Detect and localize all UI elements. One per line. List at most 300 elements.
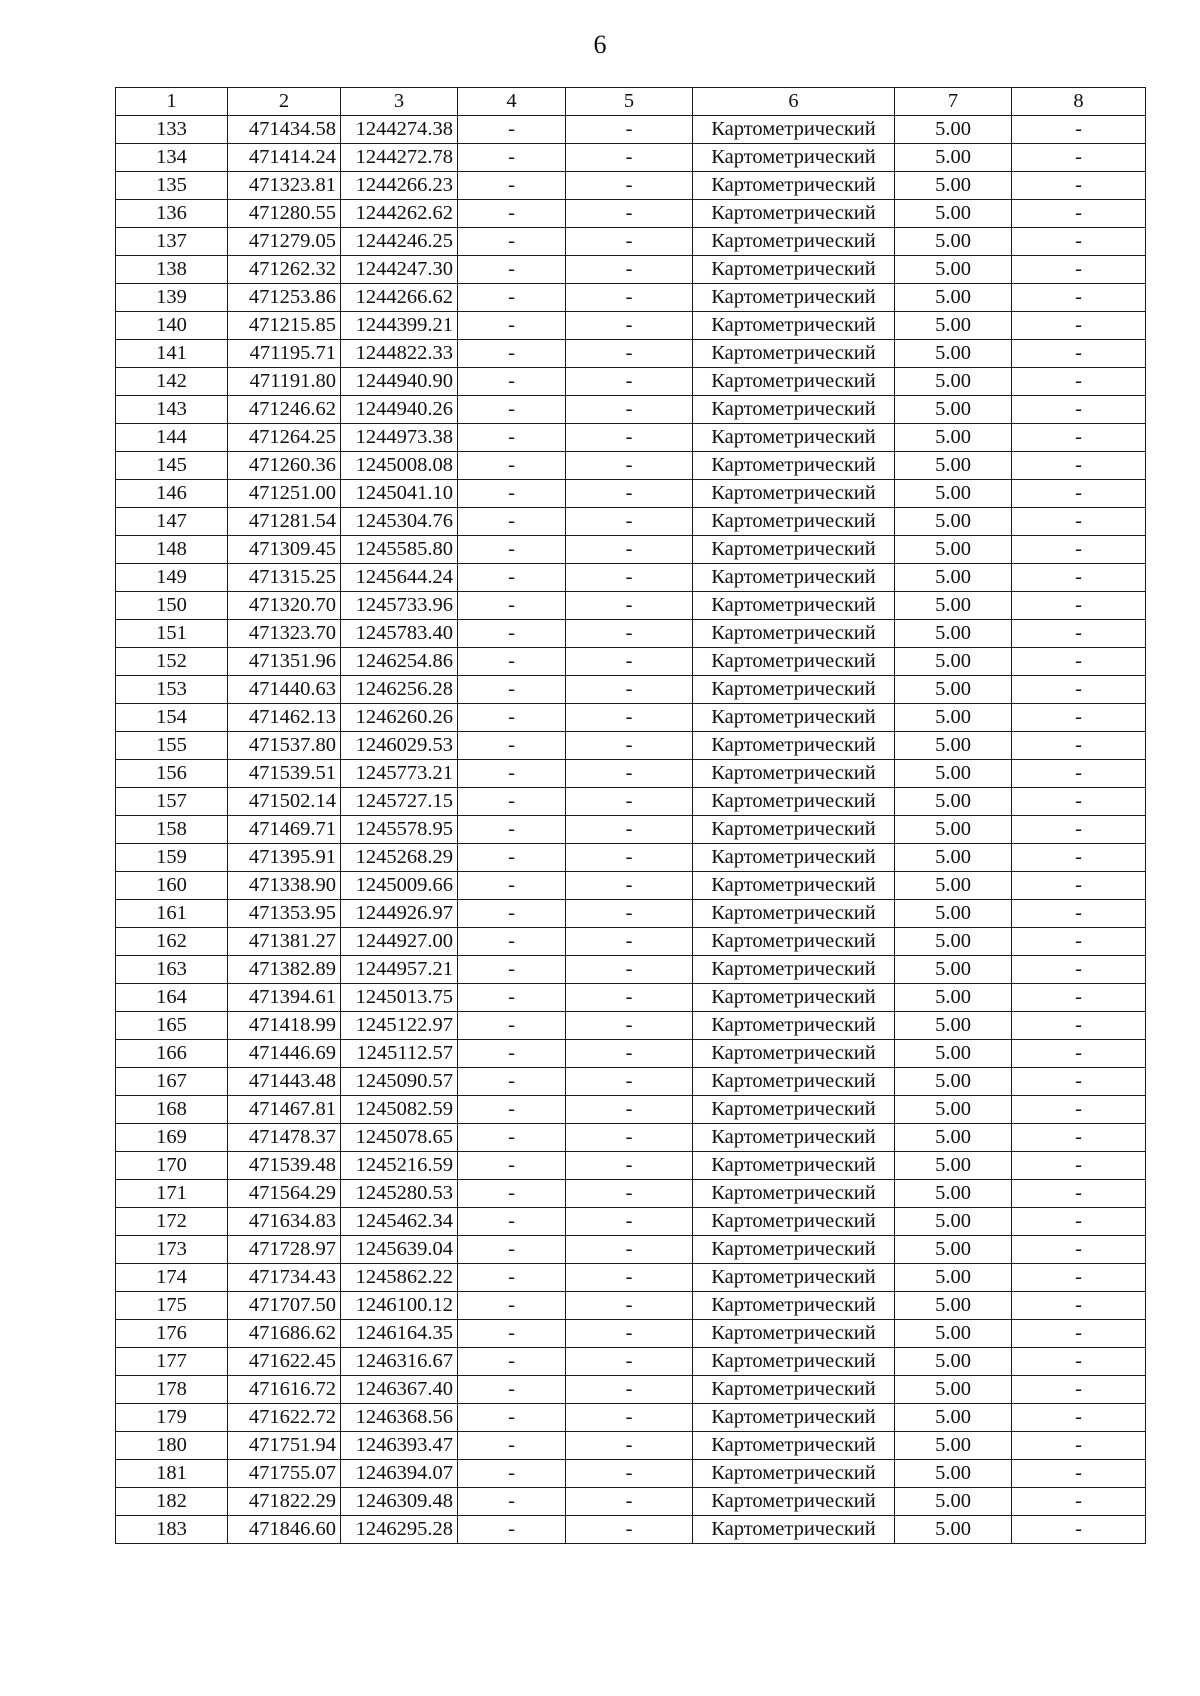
- accuracy-cell: 5.00: [895, 396, 1012, 424]
- point-number-cell: 153: [116, 676, 228, 704]
- method-cell: Картометрический: [693, 116, 895, 144]
- table-row: [116, 1236, 1146, 1264]
- col-4-cell: -: [458, 1320, 566, 1348]
- point-number-cell: 177: [116, 1348, 228, 1376]
- col-4-cell: -: [458, 396, 566, 424]
- point-number-cell: 154: [116, 704, 228, 732]
- method-cell: Картометрический: [693, 200, 895, 228]
- point-number-cell: 147: [116, 508, 228, 536]
- accuracy-cell: 5.00: [895, 1404, 1012, 1432]
- x-coordinate-cell: 471564.29: [228, 1180, 341, 1208]
- y-coordinate-cell: 1244926.97: [341, 900, 458, 928]
- col-4-cell: -: [458, 1488, 566, 1516]
- page-number: 6: [593, 30, 607, 59]
- col-8-cell: -: [1012, 1152, 1146, 1180]
- y-coordinate-cell: 1245216.59: [341, 1152, 458, 1180]
- col-8-cell: -: [1012, 312, 1146, 340]
- col-8-cell: -: [1012, 228, 1146, 256]
- col-5-cell: -: [566, 1292, 693, 1320]
- col-8-cell: -: [1012, 368, 1146, 396]
- col-4-cell: -: [458, 1152, 566, 1180]
- accuracy-cell: 5.00: [895, 1488, 1012, 1516]
- column-header-3: 3: [341, 88, 458, 116]
- y-coordinate-cell: 1245112.57: [341, 1040, 458, 1068]
- accuracy-cell: 5.00: [895, 1180, 1012, 1208]
- col-8-cell: -: [1012, 1208, 1146, 1236]
- method-cell: Картометрический: [693, 648, 895, 676]
- point-number-cell: 155: [116, 732, 228, 760]
- accuracy-cell: 5.00: [895, 1292, 1012, 1320]
- x-coordinate-cell: 471338.90: [228, 872, 341, 900]
- table-row: [116, 760, 1146, 788]
- x-coordinate-cell: 471315.25: [228, 564, 341, 592]
- x-coordinate-cell: 471381.27: [228, 928, 341, 956]
- x-coordinate-cell: 471846.60: [228, 1516, 341, 1544]
- x-coordinate-cell: 471634.83: [228, 1208, 341, 1236]
- x-coordinate-cell: 471195.71: [228, 340, 341, 368]
- y-coordinate-cell: 1245862.22: [341, 1264, 458, 1292]
- x-coordinate-cell: 471539.51: [228, 760, 341, 788]
- x-coordinate-cell: 471281.54: [228, 508, 341, 536]
- col-4-cell: -: [458, 956, 566, 984]
- x-coordinate-cell: 471467.81: [228, 1096, 341, 1124]
- y-coordinate-cell: 1245268.29: [341, 844, 458, 872]
- y-coordinate-cell: 1244927.00: [341, 928, 458, 956]
- point-number-cell: 178: [116, 1376, 228, 1404]
- accuracy-cell: 5.00: [895, 872, 1012, 900]
- y-coordinate-cell: 1245122.97: [341, 1012, 458, 1040]
- col-4-cell: -: [458, 340, 566, 368]
- point-number-cell: 136: [116, 200, 228, 228]
- table-row: [116, 816, 1146, 844]
- accuracy-cell: 5.00: [895, 956, 1012, 984]
- y-coordinate-cell: 1246393.47: [341, 1432, 458, 1460]
- point-number-cell: 143: [116, 396, 228, 424]
- col-4-cell: -: [458, 536, 566, 564]
- col-8-cell: -: [1012, 984, 1146, 1012]
- x-coordinate-cell: 471755.07: [228, 1460, 341, 1488]
- y-coordinate-cell: 1245733.96: [341, 592, 458, 620]
- point-number-cell: 140: [116, 312, 228, 340]
- col-8-cell: -: [1012, 1348, 1146, 1376]
- col-4-cell: -: [458, 872, 566, 900]
- col-4-cell: -: [458, 1236, 566, 1264]
- col-5-cell: -: [566, 1012, 693, 1040]
- col-4-cell: -: [458, 564, 566, 592]
- col-8-cell: -: [1012, 1432, 1146, 1460]
- x-coordinate-cell: 471478.37: [228, 1124, 341, 1152]
- method-cell: Картометрический: [693, 1348, 895, 1376]
- table-row: [116, 256, 1146, 284]
- y-coordinate-cell: 1244262.62: [341, 200, 458, 228]
- table-row: [116, 620, 1146, 648]
- col-4-cell: -: [458, 144, 566, 172]
- col-5-cell: -: [566, 900, 693, 928]
- point-number-cell: 183: [116, 1516, 228, 1544]
- col-5-cell: -: [566, 788, 693, 816]
- y-coordinate-cell: 1244272.78: [341, 144, 458, 172]
- y-coordinate-cell: 1246164.35: [341, 1320, 458, 1348]
- x-coordinate-cell: 471616.72: [228, 1376, 341, 1404]
- table-row: [116, 564, 1146, 592]
- col-8-cell: -: [1012, 620, 1146, 648]
- accuracy-cell: 5.00: [895, 1460, 1012, 1488]
- y-coordinate-cell: 1246367.40: [341, 1376, 458, 1404]
- col-8-cell: -: [1012, 172, 1146, 200]
- col-5-cell: -: [566, 1404, 693, 1432]
- method-cell: Картометрический: [693, 564, 895, 592]
- y-coordinate-cell: 1246309.48: [341, 1488, 458, 1516]
- accuracy-cell: 5.00: [895, 1376, 1012, 1404]
- method-cell: Картометрический: [693, 592, 895, 620]
- point-number-cell: 172: [116, 1208, 228, 1236]
- method-cell: Картометрический: [693, 284, 895, 312]
- col-5-cell: -: [566, 648, 693, 676]
- y-coordinate-cell: 1244822.33: [341, 340, 458, 368]
- col-4-cell: -: [458, 788, 566, 816]
- column-header-4: 4: [458, 88, 566, 116]
- point-number-cell: 165: [116, 1012, 228, 1040]
- col-5-cell: -: [566, 340, 693, 368]
- col-8-cell: -: [1012, 200, 1146, 228]
- col-5-cell: -: [566, 592, 693, 620]
- col-4-cell: -: [458, 1404, 566, 1432]
- method-cell: Картометрический: [693, 1124, 895, 1152]
- point-number-cell: 173: [116, 1236, 228, 1264]
- accuracy-cell: 5.00: [895, 480, 1012, 508]
- accuracy-cell: 5.00: [895, 508, 1012, 536]
- col-4-cell: -: [458, 480, 566, 508]
- y-coordinate-cell: 1244940.26: [341, 396, 458, 424]
- table-row: [116, 1096, 1146, 1124]
- column-header-8: 8: [1012, 88, 1146, 116]
- point-number-cell: 150: [116, 592, 228, 620]
- col-8-cell: -: [1012, 480, 1146, 508]
- accuracy-cell: 5.00: [895, 1432, 1012, 1460]
- accuracy-cell: 5.00: [895, 760, 1012, 788]
- col-8-cell: -: [1012, 396, 1146, 424]
- y-coordinate-cell: 1244940.90: [341, 368, 458, 396]
- col-5-cell: -: [566, 1124, 693, 1152]
- x-coordinate-cell: 471537.80: [228, 732, 341, 760]
- col-4-cell: -: [458, 928, 566, 956]
- col-4-cell: -: [458, 816, 566, 844]
- method-cell: Картометрический: [693, 676, 895, 704]
- table-header-row: [116, 88, 1146, 116]
- col-5-cell: -: [566, 536, 693, 564]
- col-5-cell: -: [566, 1152, 693, 1180]
- table-row: [116, 1488, 1146, 1516]
- col-8-cell: -: [1012, 732, 1146, 760]
- point-number-cell: 180: [116, 1432, 228, 1460]
- x-coordinate-cell: 471262.32: [228, 256, 341, 284]
- method-cell: Картометрический: [693, 312, 895, 340]
- accuracy-cell: 5.00: [895, 368, 1012, 396]
- accuracy-cell: 5.00: [895, 844, 1012, 872]
- col-5-cell: -: [566, 144, 693, 172]
- point-number-cell: 158: [116, 816, 228, 844]
- col-8-cell: -: [1012, 536, 1146, 564]
- method-cell: Картометрический: [693, 536, 895, 564]
- col-8-cell: -: [1012, 1376, 1146, 1404]
- x-coordinate-cell: 471686.62: [228, 1320, 341, 1348]
- x-coordinate-cell: 471280.55: [228, 200, 341, 228]
- x-coordinate-cell: 471215.85: [228, 312, 341, 340]
- table-row: [116, 1348, 1146, 1376]
- table-row: [116, 704, 1146, 732]
- x-coordinate-cell: 471323.81: [228, 172, 341, 200]
- point-number-cell: 175: [116, 1292, 228, 1320]
- col-8-cell: -: [1012, 1096, 1146, 1124]
- x-coordinate-cell: 471462.13: [228, 704, 341, 732]
- col-4-cell: -: [458, 424, 566, 452]
- point-number-cell: 142: [116, 368, 228, 396]
- accuracy-cell: 5.00: [895, 788, 1012, 816]
- table-row: [116, 1180, 1146, 1208]
- col-8-cell: -: [1012, 648, 1146, 676]
- col-5-cell: -: [566, 480, 693, 508]
- col-8-cell: -: [1012, 1404, 1146, 1432]
- y-coordinate-cell: 1245578.95: [341, 816, 458, 844]
- point-number-cell: 169: [116, 1124, 228, 1152]
- point-number-cell: 176: [116, 1320, 228, 1348]
- accuracy-cell: 5.00: [895, 648, 1012, 676]
- accuracy-cell: 5.00: [895, 928, 1012, 956]
- point-number-cell: 181: [116, 1460, 228, 1488]
- method-cell: Картометрический: [693, 844, 895, 872]
- table-row: [116, 1516, 1146, 1544]
- y-coordinate-cell: 1245585.80: [341, 536, 458, 564]
- table-row: [116, 1320, 1146, 1348]
- col-8-cell: -: [1012, 1320, 1146, 1348]
- x-coordinate-cell: 471351.96: [228, 648, 341, 676]
- table-row: [116, 172, 1146, 200]
- col-8-cell: -: [1012, 1180, 1146, 1208]
- point-number-cell: 141: [116, 340, 228, 368]
- col-5-cell: -: [566, 312, 693, 340]
- x-coordinate-cell: 471264.25: [228, 424, 341, 452]
- table-row: [116, 788, 1146, 816]
- table-row: [116, 116, 1146, 144]
- y-coordinate-cell: 1244957.21: [341, 956, 458, 984]
- accuracy-cell: 5.00: [895, 900, 1012, 928]
- accuracy-cell: 5.00: [895, 144, 1012, 172]
- x-coordinate-cell: 471446.69: [228, 1040, 341, 1068]
- col-5-cell: -: [566, 1516, 693, 1544]
- point-number-cell: 157: [116, 788, 228, 816]
- table-row: [116, 928, 1146, 956]
- col-8-cell: -: [1012, 872, 1146, 900]
- col-5-cell: -: [566, 1040, 693, 1068]
- method-cell: Картометрический: [693, 1292, 895, 1320]
- method-cell: Картометрический: [693, 1404, 895, 1432]
- table-row: [116, 1012, 1146, 1040]
- method-cell: Картометрический: [693, 1516, 895, 1544]
- col-8-cell: -: [1012, 116, 1146, 144]
- col-5-cell: -: [566, 1488, 693, 1516]
- method-cell: Картометрический: [693, 1152, 895, 1180]
- col-5-cell: -: [566, 1068, 693, 1096]
- coordinates-table: [115, 87, 1146, 1544]
- table-row: [116, 312, 1146, 340]
- table-row: [116, 508, 1146, 536]
- method-cell: Картометрический: [693, 144, 895, 172]
- point-number-cell: 144: [116, 424, 228, 452]
- col-4-cell: -: [458, 1012, 566, 1040]
- accuracy-cell: 5.00: [895, 1040, 1012, 1068]
- col-5-cell: -: [566, 1264, 693, 1292]
- method-cell: Картометрический: [693, 1264, 895, 1292]
- table-body: [116, 116, 1146, 1544]
- point-number-cell: 161: [116, 900, 228, 928]
- y-coordinate-cell: 1244274.38: [341, 116, 458, 144]
- col-8-cell: -: [1012, 424, 1146, 452]
- col-4-cell: -: [458, 284, 566, 312]
- col-8-cell: -: [1012, 452, 1146, 480]
- table-row: [116, 872, 1146, 900]
- point-number-cell: 166: [116, 1040, 228, 1068]
- point-number-cell: 146: [116, 480, 228, 508]
- accuracy-cell: 5.00: [895, 312, 1012, 340]
- table-row: [116, 536, 1146, 564]
- col-5-cell: -: [566, 1348, 693, 1376]
- col-8-cell: -: [1012, 592, 1146, 620]
- table-row: [116, 1432, 1146, 1460]
- method-cell: Картометрический: [693, 1208, 895, 1236]
- y-coordinate-cell: 1245090.57: [341, 1068, 458, 1096]
- x-coordinate-cell: 471260.36: [228, 452, 341, 480]
- method-cell: Картометрический: [693, 872, 895, 900]
- table-row: [116, 592, 1146, 620]
- point-number-cell: 179: [116, 1404, 228, 1432]
- column-header-2: 2: [228, 88, 341, 116]
- col-4-cell: -: [458, 1180, 566, 1208]
- col-4-cell: -: [458, 592, 566, 620]
- col-8-cell: -: [1012, 788, 1146, 816]
- point-number-cell: 133: [116, 116, 228, 144]
- table-row: [116, 340, 1146, 368]
- col-5-cell: -: [566, 256, 693, 284]
- x-coordinate-cell: 471414.24: [228, 144, 341, 172]
- y-coordinate-cell: 1246256.28: [341, 676, 458, 704]
- col-4-cell: -: [458, 200, 566, 228]
- method-cell: Картометрический: [693, 956, 895, 984]
- accuracy-cell: 5.00: [895, 256, 1012, 284]
- y-coordinate-cell: 1245008.08: [341, 452, 458, 480]
- col-5-cell: -: [566, 564, 693, 592]
- col-4-cell: -: [458, 116, 566, 144]
- x-coordinate-cell: 471253.86: [228, 284, 341, 312]
- method-cell: Картометрический: [693, 368, 895, 396]
- method-cell: Картометрический: [693, 340, 895, 368]
- table-row: [116, 200, 1146, 228]
- table-row: [116, 1376, 1146, 1404]
- y-coordinate-cell: 1245280.53: [341, 1180, 458, 1208]
- col-8-cell: -: [1012, 1516, 1146, 1544]
- col-4-cell: -: [458, 312, 566, 340]
- table-row: [116, 900, 1146, 928]
- col-5-cell: -: [566, 984, 693, 1012]
- y-coordinate-cell: 1246394.07: [341, 1460, 458, 1488]
- col-8-cell: -: [1012, 760, 1146, 788]
- accuracy-cell: 5.00: [895, 1208, 1012, 1236]
- col-4-cell: -: [458, 508, 566, 536]
- col-5-cell: -: [566, 816, 693, 844]
- y-coordinate-cell: 1244399.21: [341, 312, 458, 340]
- y-coordinate-cell: 1245082.59: [341, 1096, 458, 1124]
- point-number-cell: 167: [116, 1068, 228, 1096]
- point-number-cell: 148: [116, 536, 228, 564]
- col-8-cell: -: [1012, 1012, 1146, 1040]
- col-4-cell: -: [458, 1068, 566, 1096]
- accuracy-cell: 5.00: [895, 1068, 1012, 1096]
- col-4-cell: -: [458, 452, 566, 480]
- col-4-cell: -: [458, 1348, 566, 1376]
- table-row: [116, 1264, 1146, 1292]
- x-coordinate-cell: 471394.61: [228, 984, 341, 1012]
- x-coordinate-cell: 471440.63: [228, 676, 341, 704]
- accuracy-cell: 5.00: [895, 1096, 1012, 1124]
- col-8-cell: -: [1012, 844, 1146, 872]
- point-number-cell: 168: [116, 1096, 228, 1124]
- y-coordinate-cell: 1245727.15: [341, 788, 458, 816]
- method-cell: Картометрический: [693, 704, 895, 732]
- accuracy-cell: 5.00: [895, 620, 1012, 648]
- point-number-cell: 174: [116, 1264, 228, 1292]
- y-coordinate-cell: 1245644.24: [341, 564, 458, 592]
- col-4-cell: -: [458, 760, 566, 788]
- col-4-cell: -: [458, 900, 566, 928]
- col-8-cell: -: [1012, 508, 1146, 536]
- accuracy-cell: 5.00: [895, 732, 1012, 760]
- col-5-cell: -: [566, 956, 693, 984]
- point-number-cell: 159: [116, 844, 228, 872]
- x-coordinate-cell: 471251.00: [228, 480, 341, 508]
- y-coordinate-cell: 1246368.56: [341, 1404, 458, 1432]
- col-5-cell: -: [566, 676, 693, 704]
- method-cell: Картометрический: [693, 228, 895, 256]
- accuracy-cell: 5.00: [895, 816, 1012, 844]
- table-row: [116, 228, 1146, 256]
- point-number-cell: 170: [116, 1152, 228, 1180]
- col-5-cell: -: [566, 844, 693, 872]
- col-8-cell: -: [1012, 1488, 1146, 1516]
- x-coordinate-cell: 471382.89: [228, 956, 341, 984]
- col-5-cell: -: [566, 1460, 693, 1488]
- method-cell: Картометрический: [693, 984, 895, 1012]
- point-number-cell: 163: [116, 956, 228, 984]
- col-8-cell: -: [1012, 1236, 1146, 1264]
- x-coordinate-cell: 471418.99: [228, 1012, 341, 1040]
- method-cell: Картометрический: [693, 900, 895, 928]
- table-row: [116, 368, 1146, 396]
- method-cell: Картометрический: [693, 508, 895, 536]
- point-number-cell: 162: [116, 928, 228, 956]
- table-row: [116, 284, 1146, 312]
- x-coordinate-cell: 471502.14: [228, 788, 341, 816]
- col-8-cell: -: [1012, 340, 1146, 368]
- point-number-cell: 156: [116, 760, 228, 788]
- col-8-cell: -: [1012, 564, 1146, 592]
- col-5-cell: -: [566, 1376, 693, 1404]
- col-8-cell: -: [1012, 676, 1146, 704]
- col-5-cell: -: [566, 760, 693, 788]
- col-8-cell: -: [1012, 816, 1146, 844]
- point-number-cell: 135: [116, 172, 228, 200]
- accuracy-cell: 5.00: [895, 284, 1012, 312]
- col-5-cell: -: [566, 1432, 693, 1460]
- col-4-cell: -: [458, 172, 566, 200]
